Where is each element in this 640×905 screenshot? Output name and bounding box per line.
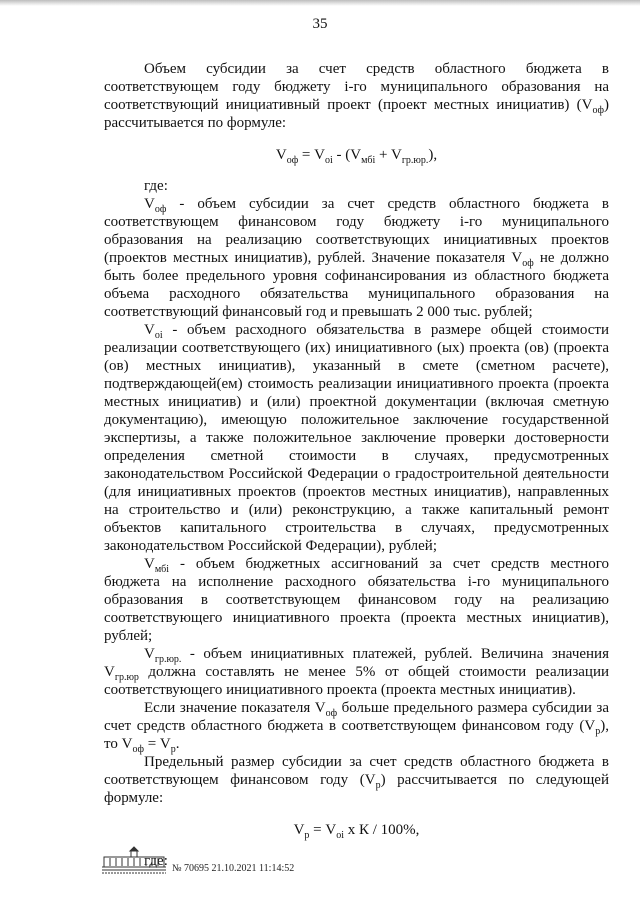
definition-v-mbi: $V_{мбi}$ - объем бюджетных ассигнований за счет средств местного бюджета на исполнение расходного обязательства i-го муниципального образования в соответствующем финансовом году на реализацию соответствующего инициативного проекта (проекта местных инициатив), рублей; [104,556,609,644]
definition-v-gr: $V_{гр.юр.}$ - объем инициативных платежей, рублей. Величина значения $V_{гр.юр}$ должна составлять не менее 5% от общей стоимости реализации соответствующего инициативного проекта (проекта местных инициатив). [104,646,609,698]
paragraph-condition: Если значение показателя $V_{оф}$ больше предельного размера субсидии за счет средств областного бюджета в соответствующем финансовом году $(V_р)$, то $V_{оф} = V_р$. [104,700,609,755]
where-label-2: где: [144,853,168,869]
formula-v-p: $V_р = V_{oi}$ x К / 100%, [293,822,420,841]
registration-number: № 70695 21.10.2021 11:14:52 [172,863,295,874]
paragraph-limit: Предельный размер субсидии за счет средств областного бюджета в соответствующем финансовом году $(V_р)$ рассчитывается по следующей формуле: [104,754,609,806]
document-body [104,60,609,870]
definition-v-oi: $V_{oi}$ - объем расходного обязательства в размере общей стоимости реализации соответствующего (их) инициативного (ых) проекта (ов) (проекта (ов) местных инициатив), указанный в смете (сметном расчете), подтверждающей(ем) стоимость реализации инициативного проекта (проекта местных инициатив) и (или) проектной документации (включая сметную документацию), имеющую положительное заключение государственной экспертизы, а также положительное заключение проверки достоверности определения сметной стоимости в случаях, предусмотренных законодательством Российской Федерации о градостроительной деятельности (для инициативных проектов (проектов местных инициатив), направленных на строительство и (или) реконструкцию, а также капитальный ремонт объектов капитального строительства в случаях, предусмотренных законодательством Российской Федерации), рублей; [104,322,609,554]
page-number: 35 [312,16,328,32]
paragraph-intro: Объем субсидии за счет средств областного бюджета в соответствующем году бюджету i-го муниципального образования на соответствующий инициативный проект (проект местных инициатив) $(V_{оф})$ рассчитывается по формуле: [104,61,609,131]
definition-v-of: $V_{оф}$ - объем субсидии за счет средств областного бюджета в соответствующем финансовом году бюджету i-го муниципального образования на реализацию соответствующих инициативных проектов (проектов местных инициатив), рублей. Значение показателя $V_{оф}$ не должно быть более предельного уровня софинансирования из областного бюджета объема расходного обязательства муниципального образования на соответствующий финансовый год и превышать 2 000 тыс. рублей; [104,196,610,320]
formula-v-of: $V_{оф} = V_{oi} - (V_{мбi} + V_{гр.юр.})$, [275,147,438,166]
where-label: где: [144,178,168,194]
building-stamp-icon [100,845,168,875]
footer-registration [100,845,400,885]
scan-edge [0,0,640,6]
